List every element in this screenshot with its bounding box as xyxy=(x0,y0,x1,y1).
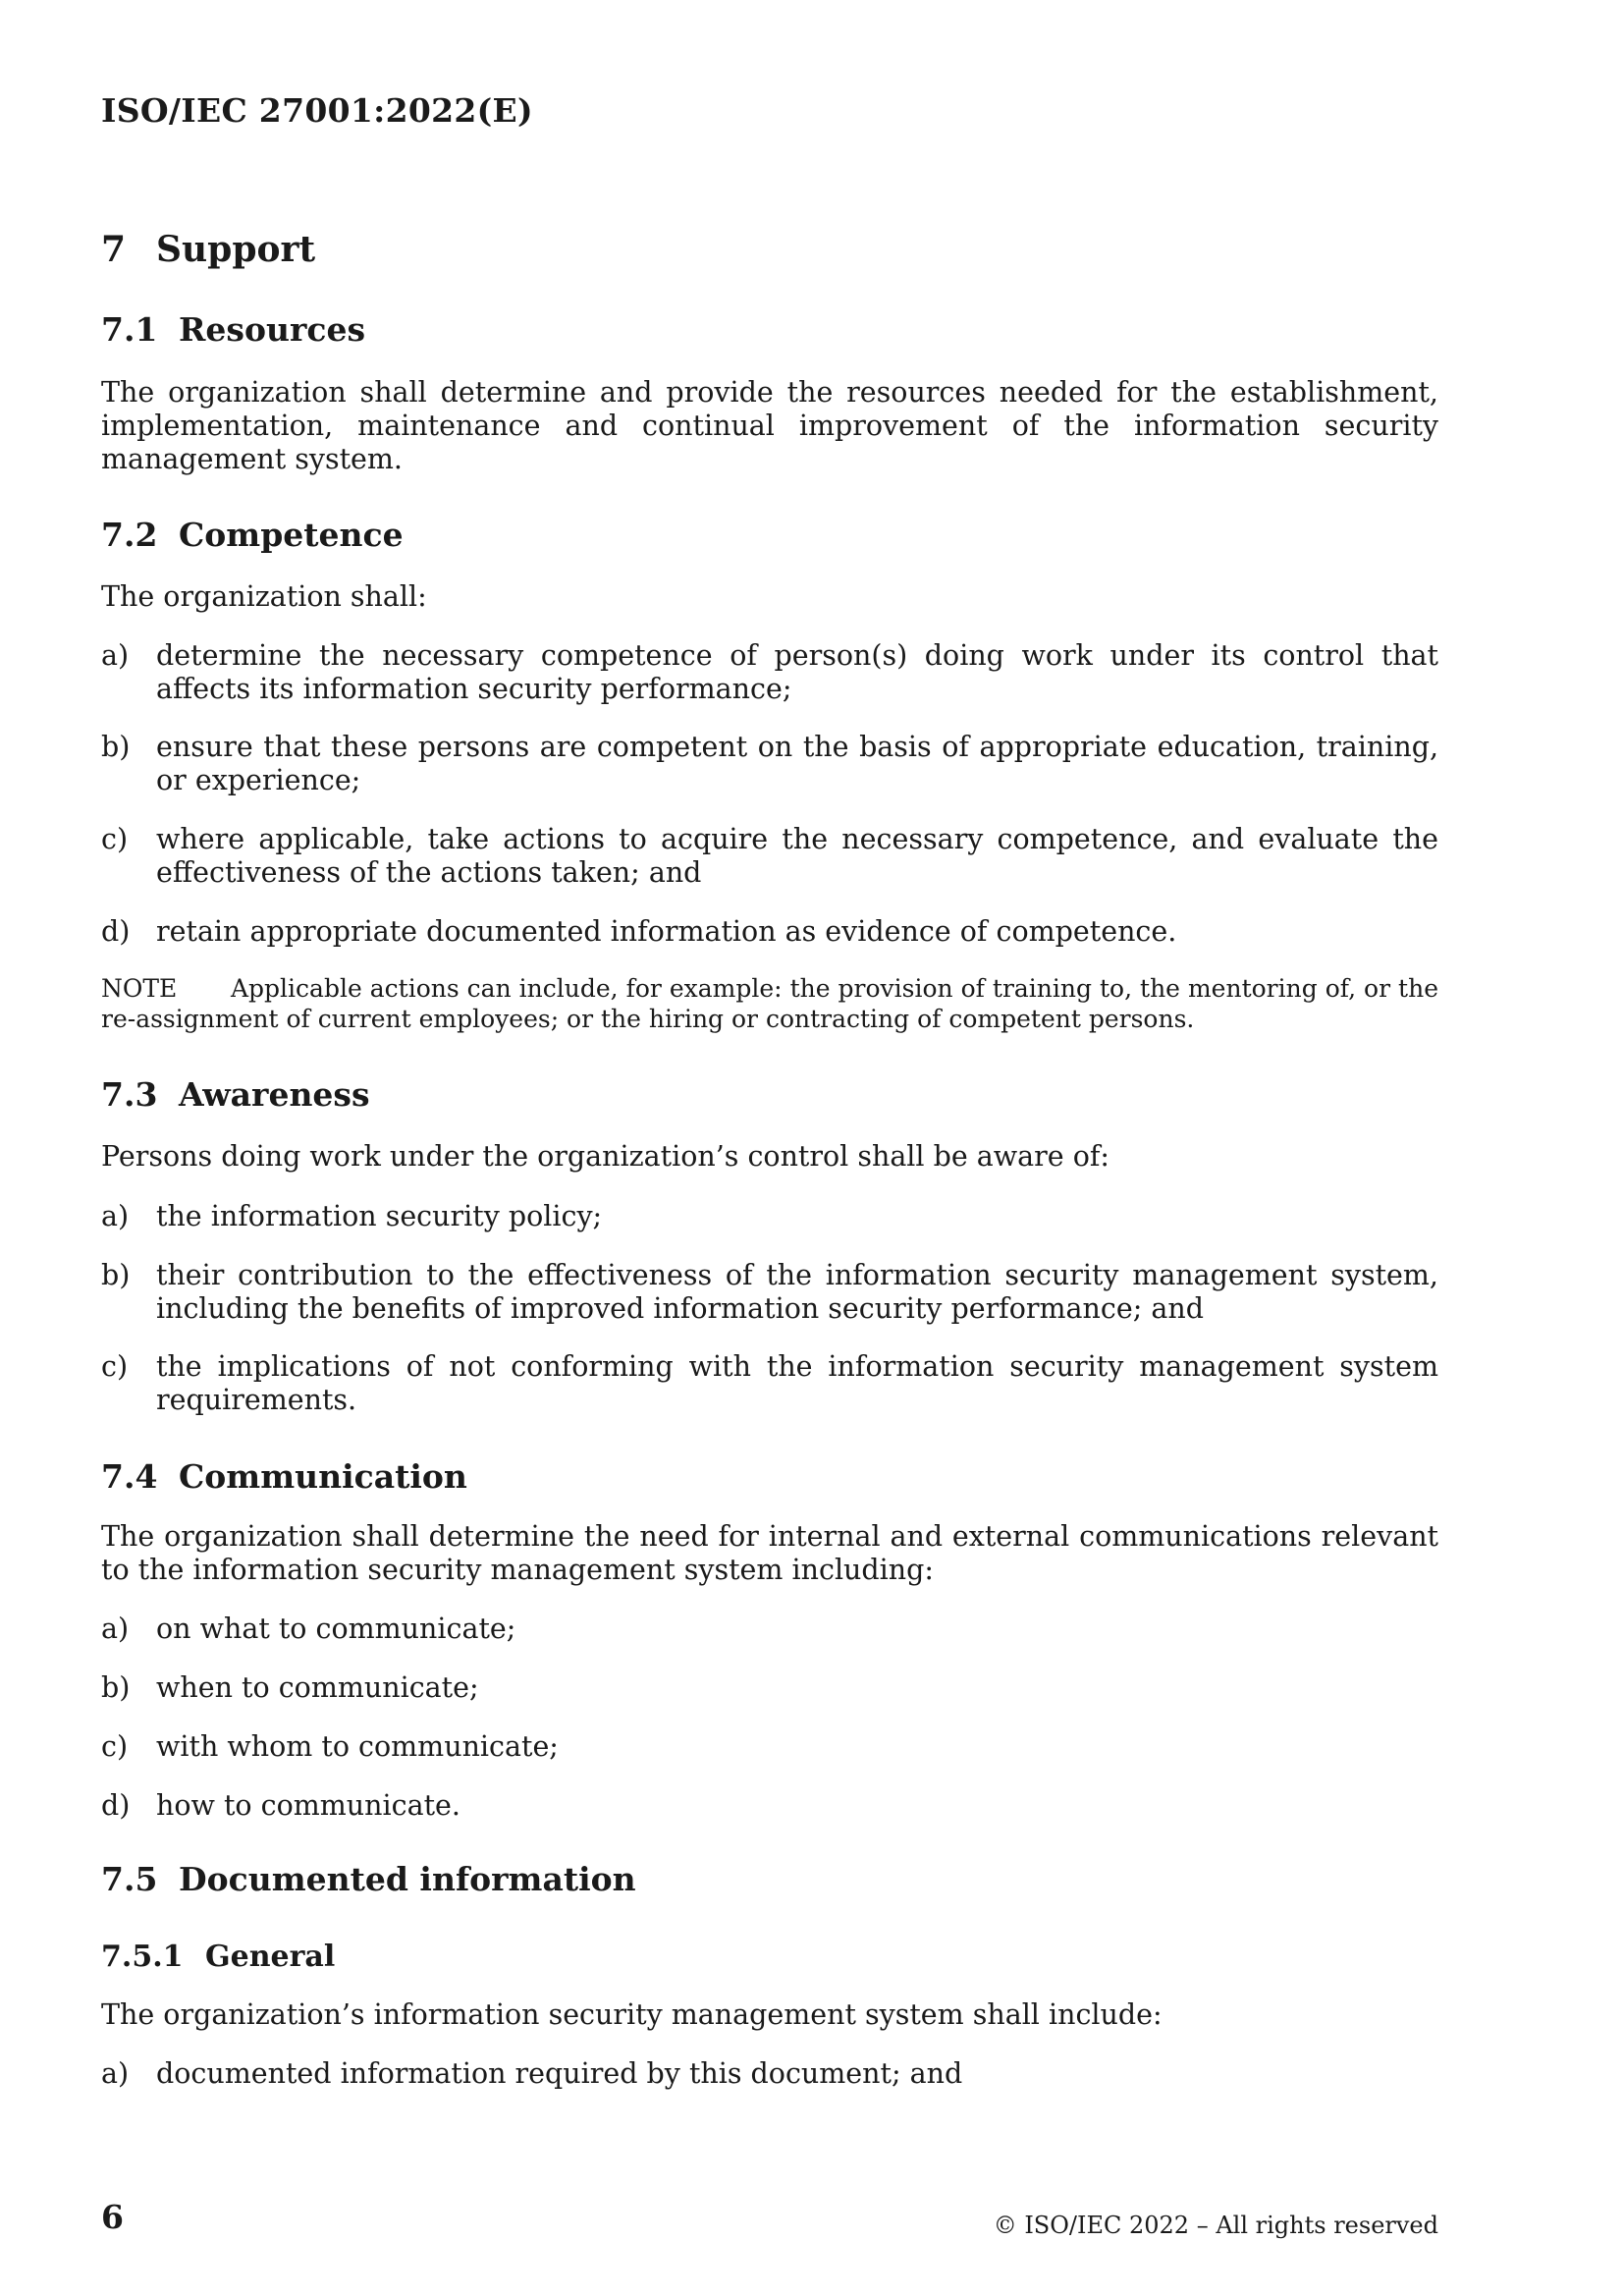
list-item-text: their contribution to the effectiveness of the information security management system, including the benefits of improved information security performance; and xyxy=(156,1259,1438,1325)
list-item-label: a) xyxy=(101,639,130,672)
section-heading-7 xyxy=(101,229,315,270)
list-item-text: determine the necessary competence of person(s) doing work under its control that affects its information security performance; xyxy=(156,639,1438,705)
list-item xyxy=(101,915,1438,949)
heading-number: 7.3 xyxy=(101,1075,158,1114)
page-number: 6 xyxy=(101,2198,124,2236)
heading-7-5 xyxy=(101,1860,636,1898)
note-label: NOTE xyxy=(101,974,178,1003)
heading-7-5-1 xyxy=(101,1940,335,1974)
list-item-text: with whom to communicate; xyxy=(156,1730,559,1763)
list-item xyxy=(101,1350,1438,1417)
list-item xyxy=(101,1259,1438,1326)
heading-title: Awareness xyxy=(179,1075,370,1114)
heading-number: 7.2 xyxy=(101,516,158,554)
heading-title: Resources xyxy=(179,310,366,349)
list-item-label: b) xyxy=(101,1259,131,1291)
list-item-text: how to communicate. xyxy=(156,1789,460,1822)
list-item-text: documented information required by this document; and xyxy=(156,2057,963,2090)
section-title: Support xyxy=(156,229,316,270)
list-item xyxy=(101,1789,1438,1823)
list-item-label: a) xyxy=(101,2057,130,2090)
list-item-label: d) xyxy=(101,915,131,948)
list-item-label: a) xyxy=(101,1613,130,1645)
communication-intro: The organization shall determine the need for internal and external communications relevant to the information security management system including: xyxy=(101,1520,1438,1586)
list-item-text: on what to communicate; xyxy=(156,1613,516,1645)
list-item xyxy=(101,1613,1438,1646)
heading-7-2 xyxy=(101,516,404,554)
list-item-label: c) xyxy=(101,1730,129,1763)
list-item-label: a) xyxy=(101,1200,130,1232)
heading-7-4 xyxy=(101,1457,467,1496)
list-item-text: where applicable, take actions to acquire the necessary competence, and evaluate the effectiveness of the actions taken; and xyxy=(156,823,1438,889)
heading-title: Communication xyxy=(179,1457,467,1496)
list-item-label: b) xyxy=(101,731,131,763)
heading-7-3 xyxy=(101,1075,370,1114)
heading-number: 7.5.1 xyxy=(101,1940,184,1974)
heading-title: Documented information xyxy=(179,1860,636,1898)
heading-number: 7.4 xyxy=(101,1457,158,1496)
awareness-intro: Persons doing work under the organization’s control shall be aware of: xyxy=(101,1140,1110,1173)
list-item-label: b) xyxy=(101,1671,131,1704)
note xyxy=(101,973,1438,1034)
list-item-text: retain appropriate documented information as evidence of competence. xyxy=(156,915,1177,948)
list-item-text: the information security policy; xyxy=(156,1200,603,1232)
heading-title: General xyxy=(205,1940,336,1974)
list-item-text: the implications of not conforming with the information security management system requirements. xyxy=(156,1350,1438,1416)
general-intro: The organization’s information security management system shall include: xyxy=(101,1998,1163,2031)
resources-paragraph: The organization shall determine and provide the resources needed for the establishment, implementation, maintenance and continual improvement of the information security management system. xyxy=(101,376,1438,475)
list-item xyxy=(101,1730,1438,1764)
copyright-notice: © ISO/IEC 2022 – All rights reserved xyxy=(993,2212,1438,2239)
list-item-text: when to communicate; xyxy=(156,1671,479,1704)
list-item xyxy=(101,731,1438,797)
list-item-label: d) xyxy=(101,1789,131,1822)
competence-intro: The organization shall: xyxy=(101,580,427,613)
heading-7-1 xyxy=(101,310,365,349)
list-item xyxy=(101,1200,1438,1233)
list-item xyxy=(101,639,1438,706)
list-item-label: c) xyxy=(101,823,129,855)
document-identifier: ISO/IEC 27001:2022(E) xyxy=(101,91,533,130)
list-item-text: ensure that these persons are competent on the basis of appropriate education, training, or experience; xyxy=(156,731,1438,796)
section-number: 7 xyxy=(101,229,127,270)
list-item xyxy=(101,1671,1438,1705)
heading-number: 7.5 xyxy=(101,1860,158,1898)
list-item-label: c) xyxy=(101,1350,129,1383)
heading-number: 7.1 xyxy=(101,310,158,349)
note-text: Applicable actions can include, for example: the provision of training to, the mentoring of, or the re-assignment of current employees; or the hiring or contracting of competent persons. xyxy=(101,974,1438,1033)
heading-title: Competence xyxy=(179,516,404,554)
list-item xyxy=(101,2057,1438,2091)
list-item xyxy=(101,823,1438,890)
